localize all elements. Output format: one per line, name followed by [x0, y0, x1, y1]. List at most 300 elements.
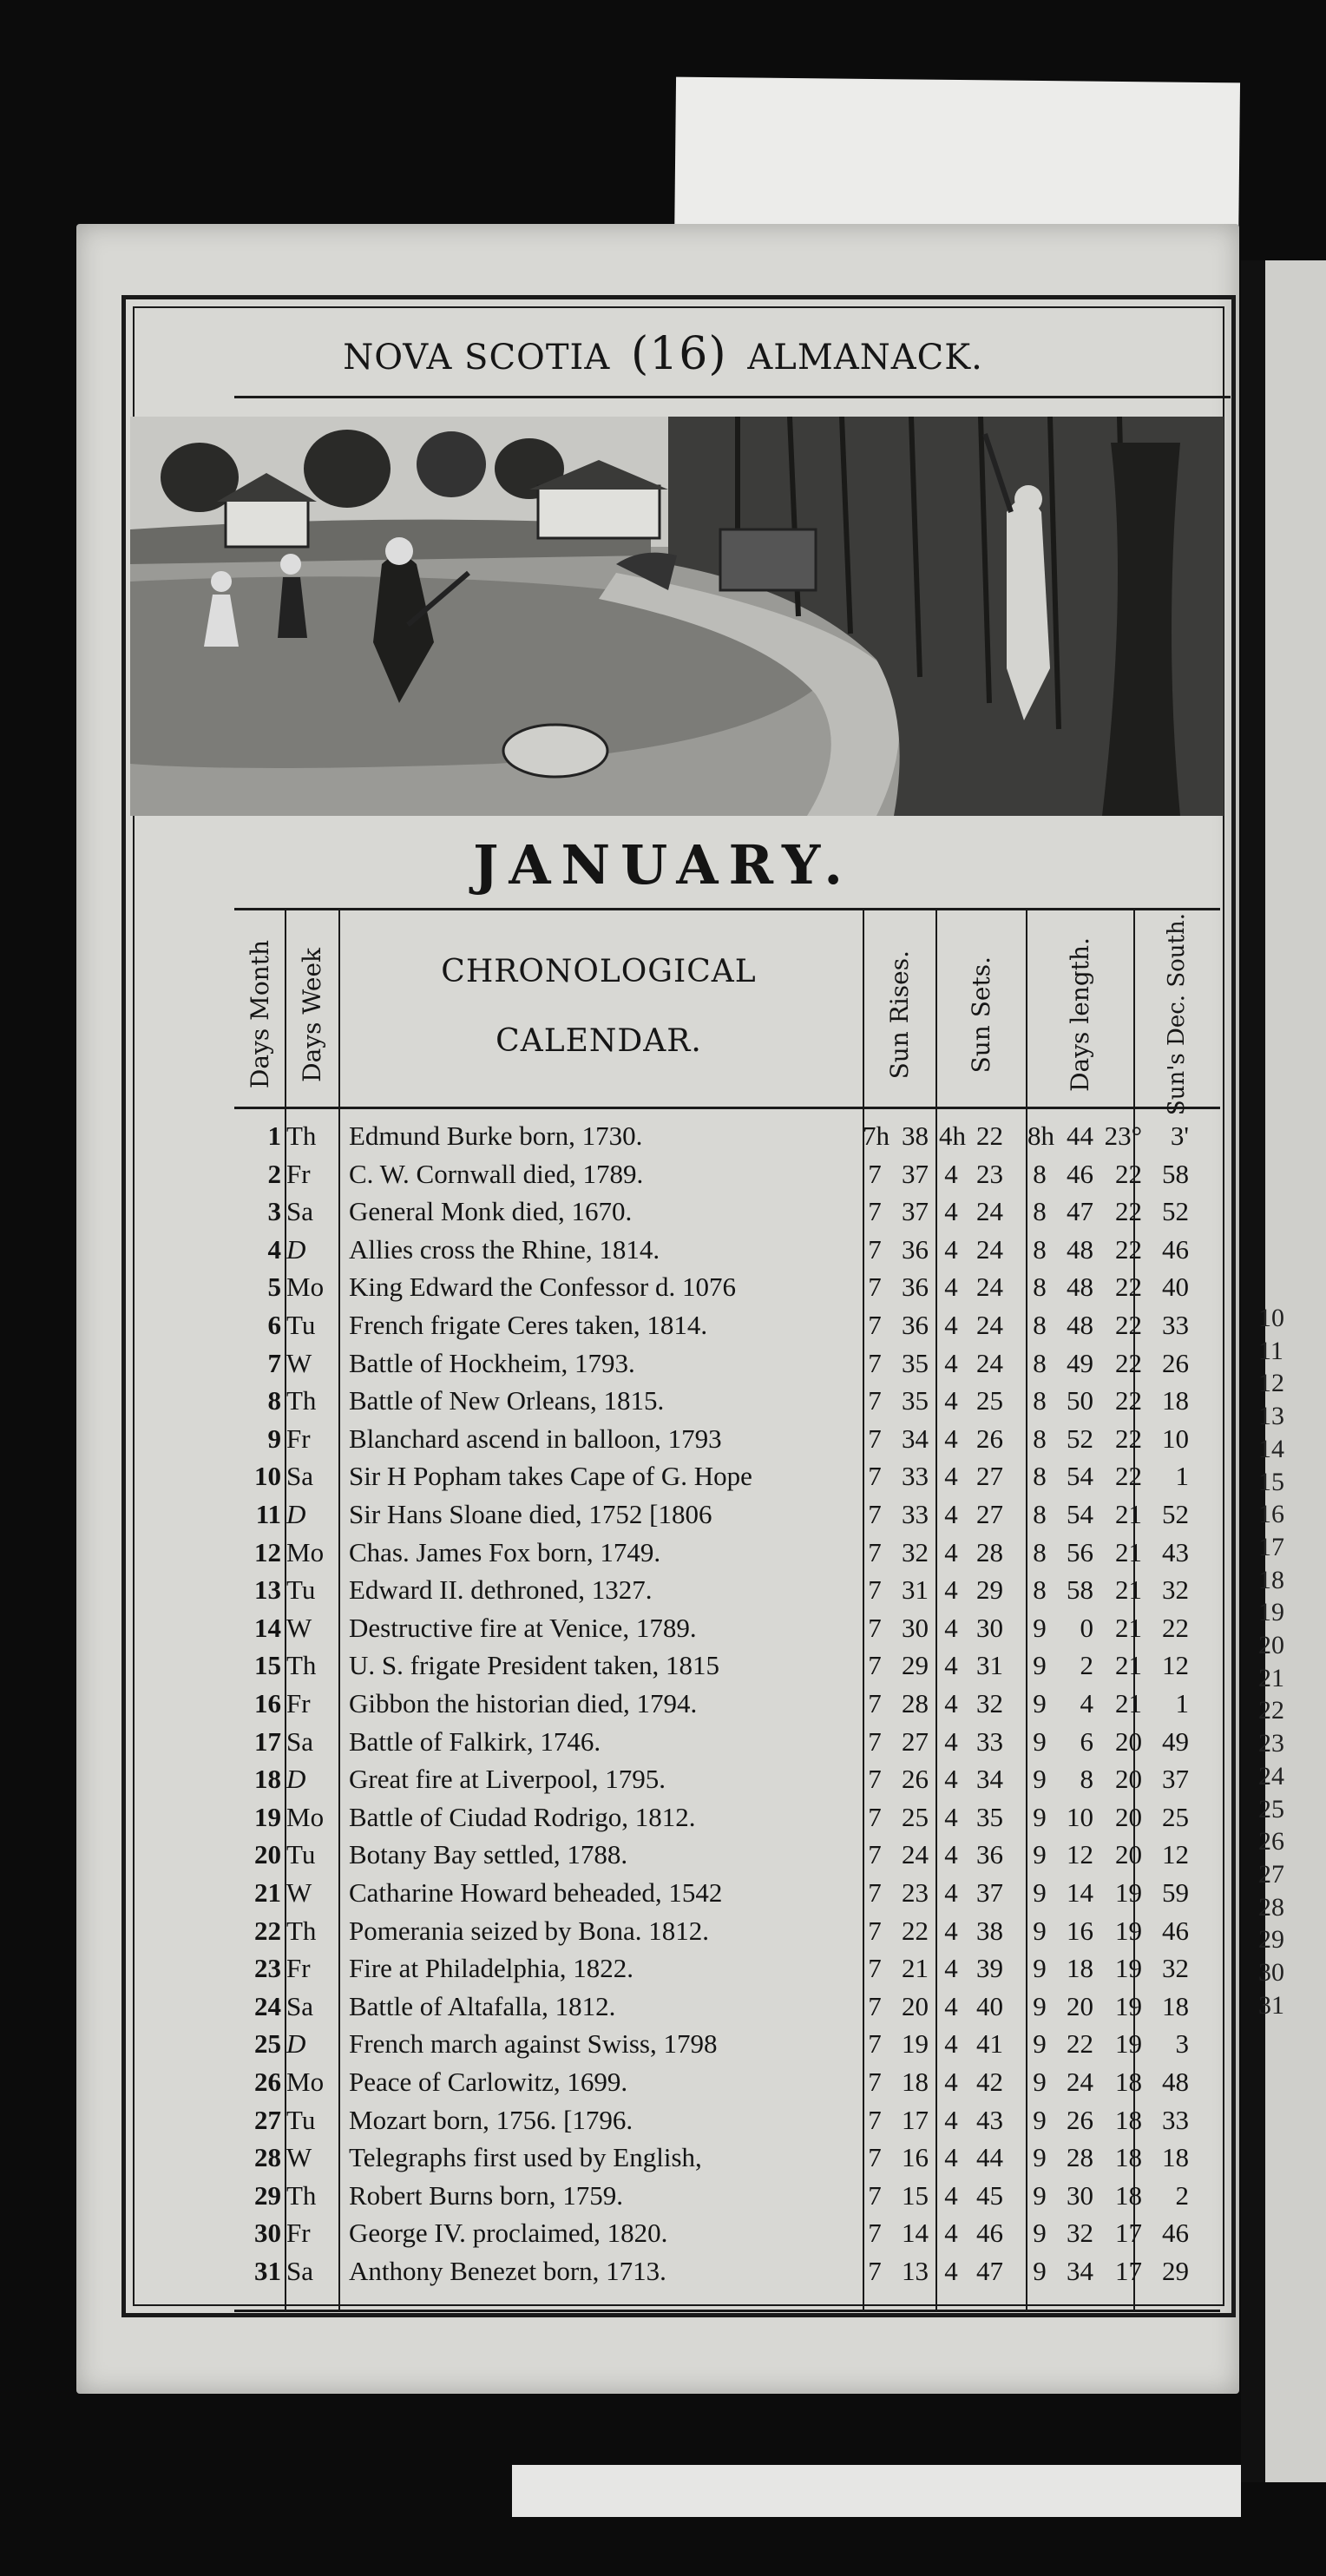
- facing-page-day: 28: [1258, 1892, 1284, 1922]
- sunrise-hour: 7: [868, 2179, 882, 2211]
- header-rule: [234, 1107, 1220, 1109]
- sunset-hour: 4: [944, 2067, 958, 2097]
- day-length-hours: 9: [1033, 1839, 1047, 1870]
- header-days-length: Days length.: [1065, 937, 1094, 1092]
- day-of-week: Fr: [286, 1158, 311, 1189]
- day-of-month: 23: [254, 1953, 281, 1984]
- sunset-minute: 23: [976, 1158, 1003, 1189]
- declination-minutes: 52: [1162, 1196, 1189, 1227]
- day-of-month: 11: [255, 1499, 281, 1529]
- sunset-minute: 22: [976, 1120, 1003, 1151]
- sunrise-minute: 14: [902, 2218, 929, 2249]
- day-length-minutes: 47: [1067, 1196, 1093, 1227]
- sunset-minute: 42: [976, 2067, 1003, 2097]
- declination-minutes: 12: [1162, 1650, 1189, 1681]
- day-length-hours: 9: [1033, 1801, 1047, 1832]
- header-sun-rises: Sun Rises.: [884, 950, 914, 1080]
- declination-minutes: 1: [1175, 1688, 1189, 1718]
- sunset-hour: 4: [944, 1196, 958, 1227]
- event: French march against Swiss, 1798: [349, 2028, 718, 2060]
- sunrise-minute: 34: [902, 1423, 929, 1454]
- month-title: JANUARY.: [473, 833, 853, 897]
- day-of-month: 30: [254, 2218, 281, 2249]
- day-length-minutes: 26: [1067, 2104, 1093, 2135]
- sunrise-minute: 18: [902, 2067, 929, 2097]
- table-row: [234, 1155, 1220, 1193]
- sunrise-minute: 37: [902, 1158, 929, 1189]
- day-length-hours: 9: [1033, 2218, 1047, 2249]
- day-length-hours: 8: [1033, 1536, 1047, 1567]
- declination-minutes: 18: [1162, 2142, 1189, 2173]
- sunset-hour: 4: [944, 2104, 958, 2135]
- sunset-minute: 27: [976, 1499, 1003, 1529]
- day-of-month: 9: [267, 1423, 281, 1454]
- event: General Monk died, 1670.: [349, 1196, 633, 1227]
- sunrise-minute: 35: [902, 1385, 929, 1416]
- day-length-hours: 9: [1033, 2142, 1047, 2173]
- event: Robert Burns born, 1759.: [349, 2179, 624, 2211]
- day-of-week: W: [286, 1877, 312, 1908]
- day-length-hours: 9: [1033, 1915, 1047, 1946]
- sunrise-minute: 13: [902, 2256, 929, 2286]
- day-of-week: Mo: [286, 1272, 325, 1303]
- facing-page-day-numbers: [1258, 1302, 1302, 2309]
- event: Battle of Ciudad Rodrigo, 1812.: [349, 1801, 696, 1832]
- table-row: [234, 1836, 1220, 1874]
- sunrise-hour: 7: [868, 2218, 882, 2249]
- declination-degrees: 20: [1115, 1764, 1142, 1795]
- table-row: [234, 1420, 1220, 1458]
- day-length-minutes: 8: [1080, 1764, 1093, 1795]
- sunset-minute: 34: [976, 1764, 1003, 1795]
- sunrise-minute: 37: [902, 1196, 929, 1227]
- table-row: [234, 1874, 1220, 1912]
- event: U. S. frigate President taken, 1815: [349, 1650, 720, 1681]
- day-length-minutes: 12: [1067, 1839, 1093, 1870]
- declination-degrees: 22: [1115, 1158, 1142, 1189]
- table-row: [234, 1685, 1220, 1723]
- declination-minutes: 59: [1162, 1877, 1189, 1908]
- sunrise-hour: 7: [868, 1499, 882, 1529]
- day-length-minutes: 16: [1067, 1915, 1093, 1946]
- declination-minutes: 43: [1162, 1536, 1189, 1567]
- day-length-hours: 8: [1033, 1574, 1047, 1606]
- day-length-minutes: 48: [1067, 1272, 1093, 1303]
- sunset-hour: 4: [944, 1272, 958, 1303]
- table-row: [234, 1495, 1220, 1534]
- table-row: [234, 2252, 1220, 2290]
- day-length-hours: 8: [1033, 1196, 1047, 1227]
- header-calendar: CALENDAR.: [496, 1023, 702, 1059]
- event: Blanchard ascend in balloon, 1793: [349, 1423, 722, 1454]
- declination-degrees: 22: [1115, 1310, 1142, 1340]
- day-length-minutes: 10: [1067, 1801, 1093, 1832]
- event: Allies cross the Rhine, 1814.: [349, 1233, 660, 1265]
- sunset-minute: 46: [976, 2218, 1003, 2249]
- event: Edward II. dethroned, 1327.: [349, 1574, 653, 1606]
- day-length-hours: 8: [1033, 1158, 1047, 1189]
- day-length-hours: 8: [1033, 1385, 1047, 1416]
- day-of-week: D: [286, 1233, 306, 1265]
- sunset-hour: 4: [944, 1233, 958, 1265]
- sunset-minute: 35: [976, 1801, 1003, 1832]
- paper-slip-bottom: [512, 2465, 1241, 2517]
- table-row: [234, 2139, 1220, 2177]
- sunrise-hour: 7h: [863, 1120, 889, 1151]
- day-length-minutes: 34: [1067, 2256, 1093, 2286]
- sunrise-minute: 36: [902, 1233, 929, 1265]
- day-of-month: 13: [254, 1574, 281, 1606]
- declination-degrees: 22: [1115, 1347, 1142, 1378]
- day-of-month: 6: [267, 1310, 281, 1340]
- day-of-week: W: [286, 1347, 312, 1378]
- event: Edmund Burke born, 1730.: [349, 1120, 643, 1151]
- declination-minutes: 46: [1162, 1915, 1189, 1946]
- declination-degrees: 21: [1115, 1536, 1142, 1567]
- event: Telegraphs first used by English,: [349, 2142, 702, 2173]
- day-length-hours: 9: [1033, 1650, 1047, 1681]
- table-row: [234, 1382, 1220, 1420]
- declination-degrees: 19: [1115, 2028, 1142, 2060]
- sunrise-minute: 36: [902, 1310, 929, 1340]
- sunrise-hour: 7: [868, 1877, 882, 1908]
- sunrise-hour: 7: [868, 1233, 882, 1265]
- facing-page-day: 22: [1258, 1696, 1284, 1725]
- day-of-week: Tu: [286, 1574, 316, 1606]
- sunrise-hour: 7: [868, 1839, 882, 1870]
- sunset-hour: 4: [944, 1990, 958, 2021]
- day-length-hours: 8: [1033, 1272, 1047, 1303]
- table-row: [234, 2177, 1220, 2215]
- day-length-hours: 8: [1033, 1347, 1047, 1378]
- event: Fire at Philadelphia, 1822.: [349, 1953, 634, 1984]
- event: King Edward the Confessor d. 1076: [349, 1272, 736, 1303]
- sunrise-hour: 7: [868, 1347, 882, 1378]
- facing-page-day: 16: [1258, 1500, 1284, 1529]
- sunset-minute: 38: [976, 1915, 1003, 1946]
- sunset-hour: 4: [944, 1839, 958, 1870]
- event: Mozart born, 1756. [1796.: [349, 2104, 633, 2135]
- sunrise-hour: 7: [868, 1385, 882, 1416]
- facing-page-day: 20: [1258, 1631, 1284, 1660]
- sunset-minute: 30: [976, 1612, 1003, 1643]
- sunset-minute: 28: [976, 1536, 1003, 1567]
- sunrise-minute: 15: [902, 2179, 929, 2211]
- facing-page-day: 12: [1258, 1369, 1284, 1398]
- calendar-table: [234, 908, 1220, 2312]
- day-of-week: Th: [286, 2179, 317, 2211]
- sunset-minute: 31: [976, 1650, 1003, 1681]
- sunset-hour: 4: [944, 1801, 958, 1832]
- day-of-week: Fr: [286, 2218, 311, 2249]
- table-row: [234, 1231, 1220, 1269]
- day-of-month: 29: [254, 2179, 281, 2211]
- sunset-minute: 26: [976, 1423, 1003, 1454]
- day-of-week: D: [286, 1499, 306, 1529]
- sunset-minute: 43: [976, 2104, 1003, 2135]
- declination-degrees: 22: [1115, 1385, 1142, 1416]
- day-length-hours: 9: [1033, 1764, 1047, 1795]
- declination-minutes: 32: [1162, 1953, 1189, 1984]
- sunset-hour: 4: [944, 1725, 958, 1757]
- declination-degrees: 21: [1115, 1499, 1142, 1529]
- day-length-minutes: 54: [1067, 1499, 1093, 1529]
- declination-degrees: 22: [1115, 1272, 1142, 1303]
- day-length-minutes: 48: [1067, 1233, 1093, 1265]
- declination-degrees: 19: [1115, 1990, 1142, 2021]
- declination-minutes: 3': [1170, 1120, 1189, 1151]
- declination-degrees: 18: [1115, 2067, 1142, 2097]
- day-of-week: Mo: [286, 1536, 325, 1567]
- header-sun-sets: Sun Sets.: [966, 956, 995, 1074]
- facing-page-day: 21: [1258, 1663, 1284, 1692]
- sunset-hour: 4: [944, 2256, 958, 2286]
- facing-page-day: 29: [1258, 1925, 1284, 1955]
- sunrise-hour: 7: [868, 2067, 882, 2097]
- table-row: [234, 1344, 1220, 1383]
- sunset-hour: 4: [944, 1461, 958, 1492]
- event: Gibbon the historian died, 1794.: [349, 1688, 698, 1718]
- day-of-month: 27: [254, 2104, 281, 2135]
- declination-minutes: 33: [1162, 1310, 1189, 1340]
- sunrise-minute: 27: [902, 1725, 929, 1757]
- day-length-hours: 9: [1033, 2067, 1047, 2097]
- day-length-minutes: 0: [1080, 1612, 1093, 1643]
- declination-minutes: 52: [1162, 1499, 1189, 1529]
- sunrise-hour: 7: [868, 1990, 882, 2021]
- declination-minutes: 25: [1162, 1801, 1189, 1832]
- event: Sir H Popham takes Cape of G. Hope: [349, 1461, 752, 1492]
- day-length-minutes: 50: [1067, 1385, 1093, 1416]
- sunrise-minute: 25: [902, 1801, 929, 1832]
- declination-minutes: 33: [1162, 2104, 1189, 2135]
- day-length-hours: 8: [1033, 1310, 1047, 1340]
- day-of-week: Fr: [286, 1688, 311, 1718]
- facing-page-day: 14: [1258, 1434, 1284, 1463]
- sunset-hour: 4: [944, 1612, 958, 1643]
- day-of-month: 31: [254, 2256, 281, 2286]
- sunset-hour: 4: [944, 2179, 958, 2211]
- sunrise-minute: 33: [902, 1499, 929, 1529]
- sunrise-hour: 7: [868, 1272, 882, 1303]
- running-head: [0, 328, 1326, 380]
- sunset-hour: 4: [944, 2142, 958, 2173]
- day-of-week: Mo: [286, 1801, 325, 1832]
- woodcut-illustration: [130, 417, 1224, 816]
- declination-degrees: 23°: [1104, 1120, 1142, 1151]
- sunrise-minute: 16: [902, 2142, 929, 2173]
- sunset-hour: 4: [944, 1347, 958, 1378]
- day-of-month: 24: [254, 1990, 281, 2021]
- facing-page-day: 18: [1258, 1565, 1284, 1594]
- sunset-hour: 4: [944, 1650, 958, 1681]
- day-of-month: 15: [254, 1650, 281, 1681]
- header-days-month: Days Month: [245, 940, 274, 1089]
- event: C. W. Cornwall died, 1789.: [349, 1158, 644, 1189]
- sunrise-hour: 7: [868, 1158, 882, 1189]
- day-of-month: 18: [254, 1764, 281, 1795]
- facing-page-day: 15: [1258, 1467, 1284, 1496]
- sunrise-minute: 35: [902, 1347, 929, 1378]
- facing-page-day: 31: [1258, 1990, 1284, 2020]
- sunset-minute: 27: [976, 1461, 1003, 1492]
- day-length-hours: 9: [1033, 1877, 1047, 1908]
- table-row: [234, 2025, 1220, 2063]
- sunrise-minute: 36: [902, 1272, 929, 1303]
- sunrise-minute: 17: [902, 2104, 929, 2135]
- declination-minutes: 18: [1162, 1385, 1189, 1416]
- table-row: [234, 1949, 1220, 1988]
- day-length-minutes: 18: [1067, 1953, 1093, 1984]
- sunset-minute: 47: [976, 2256, 1003, 2286]
- sunset-minute: 24: [976, 1347, 1003, 1378]
- sunrise-minute: 22: [902, 1915, 929, 1946]
- declination-minutes: 37: [1162, 1764, 1189, 1795]
- table-row: [234, 1117, 1220, 1155]
- sunrise-minute: 26: [902, 1764, 929, 1795]
- day-of-month: 22: [254, 1915, 281, 1946]
- sunset-minute: 32: [976, 1688, 1003, 1718]
- table-row: [234, 1534, 1220, 1572]
- declination-minutes: 58: [1162, 1158, 1189, 1189]
- sunrise-hour: 7: [868, 2028, 882, 2060]
- sunrise-hour: 7: [868, 1423, 882, 1454]
- declination-degrees: 20: [1115, 1725, 1142, 1757]
- header-days-week: Days Week: [297, 947, 326, 1082]
- event: George IV. proclaimed, 1820.: [349, 2218, 668, 2249]
- event: Battle of Hockheim, 1793.: [349, 1347, 635, 1378]
- day-of-month: 3: [267, 1196, 281, 1227]
- day-length-hours: 8: [1033, 1461, 1047, 1492]
- declination-degrees: 18: [1115, 2104, 1142, 2135]
- sunset-hour: 4: [944, 1499, 958, 1529]
- facing-page-day: 30: [1258, 1958, 1284, 1988]
- declination-degrees: 18: [1115, 2142, 1142, 2173]
- sunrise-minute: 30: [902, 1612, 929, 1643]
- event: Chas. James Fox born, 1749.: [349, 1536, 661, 1567]
- sunset-minute: 25: [976, 1385, 1003, 1416]
- sunset-hour: 4: [944, 2028, 958, 2060]
- day-of-month: 25: [254, 2028, 281, 2060]
- table-row: [234, 1646, 1220, 1685]
- sunrise-hour: 7: [868, 1310, 882, 1340]
- day-of-week: Th: [286, 1915, 317, 1946]
- declination-degrees: 20: [1115, 1801, 1142, 1832]
- declination-minutes: 46: [1162, 2218, 1189, 2249]
- table-row: [234, 1988, 1220, 2026]
- sunset-minute: 39: [976, 1953, 1003, 1984]
- sunrise-hour: 7: [868, 1461, 882, 1492]
- facing-page-day: 25: [1258, 1794, 1284, 1824]
- declination-minutes: 10: [1162, 1423, 1189, 1454]
- sunrise-hour: 7: [868, 2142, 882, 2173]
- sunset-minute: 24: [976, 1196, 1003, 1227]
- day-length-hours: 9: [1033, 2179, 1047, 2211]
- day-length-hours: 9: [1033, 1612, 1047, 1643]
- table-row: [234, 1306, 1220, 1344]
- day-of-week: Tu: [286, 1839, 316, 1870]
- declination-minutes: 46: [1162, 1233, 1189, 1265]
- declination-minutes: 26: [1162, 1347, 1189, 1378]
- day-length-minutes: 14: [1067, 1877, 1093, 1908]
- day-length-hours: 9: [1033, 1953, 1047, 1984]
- sunset-hour: 4: [944, 1310, 958, 1340]
- sunrise-hour: 7: [868, 1688, 882, 1718]
- sunset-hour: 4: [944, 1953, 958, 1984]
- facing-page-day: 27: [1258, 1859, 1284, 1889]
- day-length-hours: 8: [1033, 1423, 1047, 1454]
- sunrise-hour: 7: [868, 1953, 882, 1984]
- day-length-minutes: 20: [1067, 1990, 1093, 2021]
- sunrise-minute: 28: [902, 1688, 929, 1718]
- day-of-week: W: [286, 2142, 312, 2173]
- day-length-minutes: 22: [1067, 2028, 1093, 2060]
- day-length-hours: 9: [1033, 1688, 1047, 1718]
- day-of-month: 19: [254, 1801, 281, 1832]
- sunset-minute: 44: [976, 2142, 1003, 2173]
- declination-minutes: 49: [1162, 1725, 1189, 1757]
- table-row: [234, 2063, 1220, 2101]
- sunset-minute: 33: [976, 1725, 1003, 1757]
- sunset-minute: 24: [976, 1272, 1003, 1303]
- declination-degrees: 17: [1115, 2218, 1142, 2249]
- day-of-week: Sa: [286, 1196, 313, 1227]
- day-of-week: Sa: [286, 1461, 313, 1492]
- table-row: [234, 1760, 1220, 1798]
- day-of-month: 16: [254, 1688, 281, 1718]
- table-row: [234, 1268, 1220, 1306]
- day-length-hours: 8: [1033, 1233, 1047, 1265]
- day-of-month: 10: [254, 1461, 281, 1492]
- day-length-hours: 9: [1033, 2104, 1047, 2135]
- table-row: [234, 2214, 1220, 2252]
- head-rule: [234, 396, 1231, 398]
- facing-page-day: 11: [1258, 1336, 1283, 1365]
- day-of-month: 28: [254, 2142, 281, 2173]
- sunset-minute: 40: [976, 1990, 1003, 2021]
- facing-page-day: 23: [1258, 1729, 1284, 1758]
- sunset-minute: 45: [976, 2179, 1003, 2211]
- declination-degrees: 21: [1115, 1688, 1142, 1718]
- table-row: [234, 1912, 1220, 1950]
- sunset-hour: 4: [944, 1764, 958, 1795]
- table-row: [234, 1571, 1220, 1609]
- day-of-month: 21: [254, 1877, 281, 1908]
- day-length-minutes: 46: [1067, 1158, 1093, 1189]
- facing-page-day: 10: [1258, 1304, 1284, 1332]
- sunrise-hour: 7: [868, 1764, 882, 1795]
- sunset-minute: 36: [976, 1839, 1003, 1870]
- table-row: [234, 1457, 1220, 1495]
- facing-page-day: 26: [1258, 1827, 1284, 1856]
- sunset-hour: 4h: [939, 1120, 966, 1151]
- day-of-month: 8: [267, 1385, 281, 1416]
- day-length-minutes: 48: [1067, 1310, 1093, 1340]
- day-of-week: D: [286, 2028, 306, 2060]
- page-number: (16): [630, 328, 727, 380]
- table-row: [234, 2101, 1220, 2139]
- sunrise-hour: 7: [868, 1801, 882, 1832]
- sunset-minute: 24: [976, 1233, 1003, 1265]
- day-length-minutes: 30: [1067, 2179, 1093, 2211]
- table-row: [234, 1798, 1220, 1837]
- sunset-minute: 41: [976, 2028, 1003, 2060]
- sunset-hour: 4: [944, 1877, 958, 1908]
- sunset-hour: 4: [944, 1574, 958, 1606]
- day-length-minutes: 6: [1080, 1725, 1093, 1757]
- facing-page-day: 17: [1258, 1532, 1284, 1561]
- sunrise-hour: 7: [868, 1725, 882, 1757]
